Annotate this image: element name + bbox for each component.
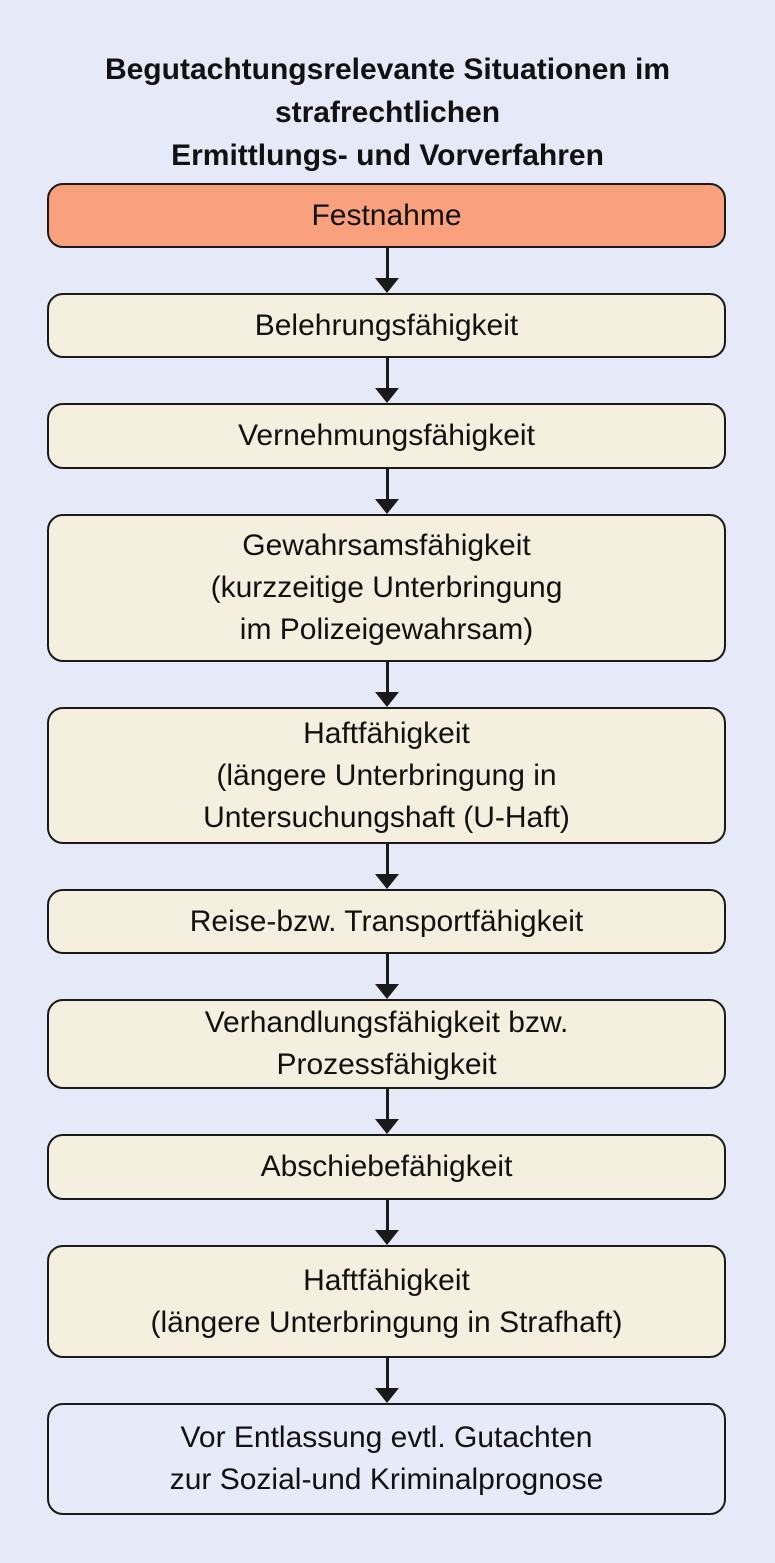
arrow-down-icon — [375, 1358, 399, 1403]
arrow-down-icon — [375, 662, 399, 707]
arrow-down-icon — [375, 1200, 399, 1245]
step-label-line-1: Gewahrsamsfähigkeit — [242, 529, 531, 562]
step-label-line-1: Vor Entlassung evtl. Gutachten — [180, 1421, 593, 1454]
step-label-line-2: (kurzzeitige Unterbringung — [210, 571, 563, 604]
step-label-line-2: zur Sozial-und Kriminalprognose — [169, 1463, 604, 1496]
arrow-down-icon — [375, 844, 399, 889]
arrow-down-icon — [375, 358, 399, 403]
step-gewahrsamsfaehigkeit — [47, 514, 726, 662]
title-line-1: Begutachtungsrelevante Situationen im — [104, 53, 671, 86]
step-label-line-2: Prozessfähigkeit — [276, 1048, 497, 1081]
step-label-line-3: Untersuchungshaft (U-Haft) — [203, 800, 570, 834]
step-haftfaehigkeit-strafhaft — [47, 1245, 726, 1358]
arrow-down-icon — [375, 954, 399, 999]
title-line-3: Ermittlungs- und Vorverfahren — [171, 139, 604, 172]
step-abschiebefaehigkeit — [47, 1134, 726, 1200]
step-label-line-3: im Polizeigewahrsam) — [239, 613, 534, 646]
arrow-down-icon — [375, 1089, 399, 1134]
step-label: Abschiebefähigkeit — [260, 1150, 513, 1183]
step-festnahme — [47, 183, 726, 248]
arrow-down-icon — [375, 469, 399, 514]
step-haftfaehigkeit-u-haft — [47, 707, 726, 844]
step-transportfaehigkeit — [47, 889, 726, 954]
step-label-line-1: Haftfähigkeit — [303, 1263, 470, 1297]
step-label: Festnahme — [311, 198, 462, 232]
step-entlassung-gutachten — [47, 1403, 726, 1515]
step-vernehmungsfaehigkeit — [47, 403, 726, 469]
step-label: Belehrungsfähigkeit — [254, 308, 519, 342]
diagram-title — [60, 48, 715, 177]
step-label-line-1: Verhandlungsfähigkeit bzw. — [204, 1006, 569, 1039]
title-line-2: strafrechtlichen — [274, 96, 501, 129]
arrow-down-icon — [375, 248, 399, 293]
step-label-line-1: Haftfähigkeit — [303, 716, 470, 750]
step-label-line-2: (längere Unterbringung in — [216, 758, 557, 792]
step-label-line-2: (längere Unterbringung in Strafhaft) — [150, 1305, 623, 1339]
step-label: Vernehmungsfähigkeit — [238, 419, 535, 452]
step-verhandlungsfaehigkeit — [47, 999, 726, 1089]
step-label: Reise-bzw. Transportfähigkeit — [189, 904, 584, 938]
step-belehrungsfaehigkeit — [47, 293, 726, 358]
